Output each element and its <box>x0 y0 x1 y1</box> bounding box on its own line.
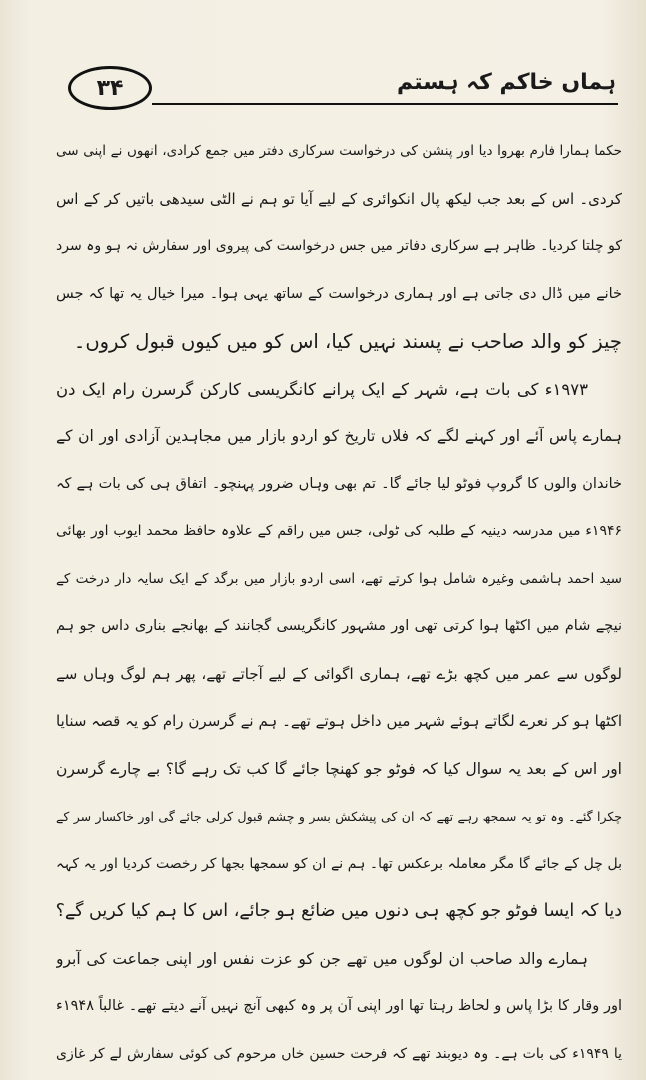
text-line: سید احمد ہاشمی وغیرہ شامل ہوا کرتے تھے، اسی اردو بازار میں برگد کے ایک سایہ دار درخت کے <box>56 570 622 587</box>
text-line: ۱۹۴۶ء میں مدرسہ دینیہ کے طلبہ کی ٹولی، جس میں راقم کے علاوہ حافظ محمد ایوب اور بھائی <box>56 523 622 539</box>
text-line: بل چل کے جائے گا مگر معاملہ برعکس تھا۔ ہم نے ان کو سمجھا بجھا کر رخصت کردیا اور یہ کہہ <box>56 855 622 872</box>
page-number: ۳۴ <box>68 66 152 110</box>
text-line: چیز کو والد صاحب نے پسند نہیں کیا، اس کو میں کیوں قبول کروں۔ <box>73 330 622 353</box>
text-line: نیچے شام میں اکٹھا ہوا کرتی تھی اور مشہور کانگریسی گجانند کے بھانجے بناری داس جو ہم <box>56 618 622 634</box>
header-rule <box>152 103 618 105</box>
text-line: ہمارے والد صاحب ان لوگوں میں تھے جن کو عزت نفس اور اپنی جماعت کی آبرو <box>56 949 588 968</box>
text-line: دیا کہ ایسا فوٹو جو کچھ ہی دنوں میں ضائع ہو جائے، اس کا ہم کیا کریں گے؟ <box>56 901 622 921</box>
text-line: اور وقار کا بڑا پاس و لحاظ رہتا تھا اور اپنی آن پر وہ کبھی آنچ نہیں آنے دیتے تھے۔ غالباً ۱۹۴۸ء <box>56 998 622 1014</box>
text-line: اور اس کے بعد یہ سوال کیا کہ فوٹو جو کھنچا جائے گا کب تک رہے گا؟ بے چارے گرسرن <box>56 759 622 778</box>
text-line: چکرا گئے۔ وہ تو یہ سمجھ رہے تھے کہ ان کی پیشکش بسر و چشم قبول کرلی جائے گی اور خاکسار سر کے <box>56 809 622 824</box>
text-line: یا ۱۹۴۹ء کی بات ہے۔ وہ دیوبند تھے کہ فرحت حسین خاں مرحوم کی کوئی سفارش لے کر غازی <box>56 1045 622 1062</box>
text-line: حکما ہمارا فارم بھروا دیا اور پنشن کی درخواست سرکاری دفتر میں جمع کرادی، انھوں نے اپنی سی <box>56 143 622 159</box>
text-line: خاندان والوں کا گروپ فوٹو لیا جائے گا۔ تم بھی وہاں ضرور پہنچو۔ اتفاق ہی کی بات ہے کہ <box>56 475 622 492</box>
body-text <box>56 128 622 1078</box>
page-header <box>58 58 618 118</box>
text-line: ہمارے پاس آئے اور کہنے لگے کہ فلاں تاریخ کو اردو بازار میں مجاہدین آزادی اور ان کے <box>56 427 622 445</box>
text-line: لوگوں سے عمر میں کچھ بڑے تھے، ہماری اگوائی کے لیے آجاتے تھے، پھر ہم لوگ وہاں سے <box>56 664 622 683</box>
text-line: خانے میں ڈال دی جاتی ہے اور ہماری درخواست کے ساتھ یہی ہوا۔ میرا خیال یہ تھا کہ جس <box>56 285 622 302</box>
text-line: اکٹھا ہو کر نعرے لگاتے ہوئے شہر میں داخل ہوتے تھے۔ ہم نے گرسرن رام کو یہ قصہ سنایا <box>56 712 622 730</box>
text-line: کردی۔ اس کے بعد جب لیکھ پال انکوائری کے لیے آیا تو ہم نے الٹی سیدھی باتیں کر کے اس <box>56 189 622 208</box>
text-line: ۱۹۷۳ء کی بات ہے، شہر کے ایک پرانے کانگریسی کارکن گرسرن رام ایک دن <box>56 379 588 399</box>
text-line: کو چلتا کردیا۔ ظاہر ہے سرکاری دفاتر میں جس درخواست کی پیروی اور سفارش نہ ہو وہ سرد <box>56 238 622 254</box>
running-title: ہماں خاکم کہ ہستم <box>396 70 616 95</box>
